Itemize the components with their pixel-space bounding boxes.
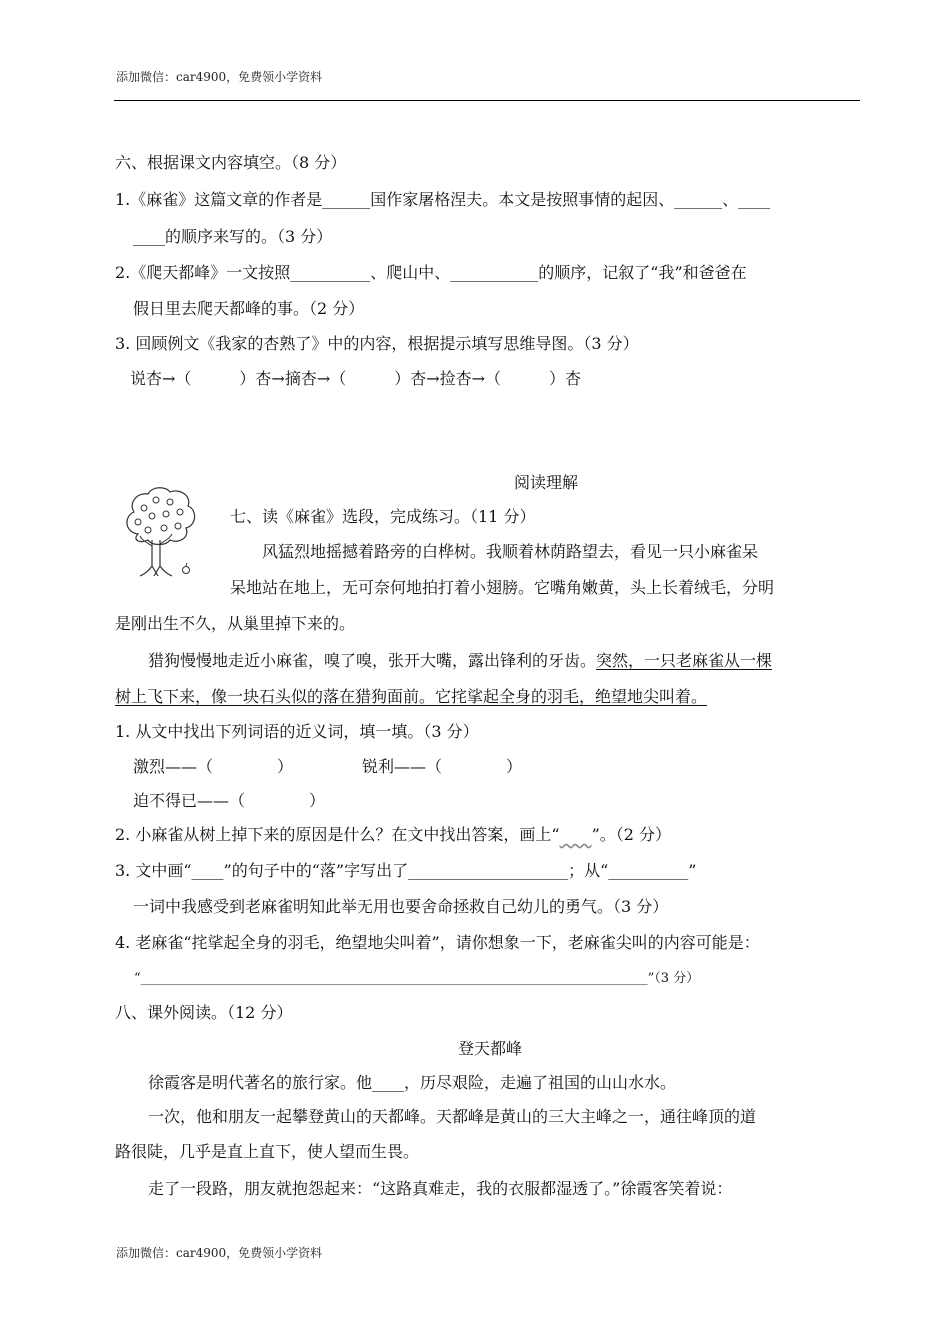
story-p1: 徐霞客是明代著名的旅行家。他____，历尽艰险，走遍了祖国的山山水水。: [148, 1073, 677, 1092]
s7-q3-line2: 一词中我感受到老麻雀明知此举无用也要舍命拯救自己幼儿的勇气。（3 分）: [133, 897, 669, 916]
story-p3: 走了一段路，朋友就抱怨起来：“这路真难走，我的衣服都湿透了。”徐霞客笑着说：: [148, 1179, 733, 1198]
passage2-underlined-start: 突然，一只老麻雀从一棵: [596, 651, 773, 670]
s7-q2-text: 2. 小麻雀从树上掉下来的原因是什么？在文中找出答案，画上“: [115, 825, 560, 844]
passage2-plain-text: 猎狗慢慢地走近小麻雀，嗅了嗅，张开大嘴，露出锋利的牙齿。: [148, 651, 597, 670]
s6-q3-mindmap: 说杏→（ ）杏→摘杏→（ ）杏→捡杏→（ ）杏: [130, 369, 582, 388]
header-divider: [114, 100, 860, 101]
page-footer-text: 添加微信：car4900，免费领小学资料: [116, 1246, 323, 1260]
passage1-line1: 风猛烈地摇撼着路旁的白桦树。我顺着林荫路望去，看见一只小麻雀呆: [262, 542, 759, 561]
s7-q4-line1: 4. 老麻雀“挓挲起全身的羽毛，绝望地尖叫着”，请你想象一下，老麻雀尖叫的内容可能是：: [115, 933, 760, 952]
s6-q2-line2: 假日里去爬天都峰的事。（2 分）: [133, 299, 365, 318]
s7-q1-item-a: 激烈——（ ）: [133, 757, 294, 776]
section-6-title: 六、根据课文内容填空。（8 分）: [115, 153, 347, 172]
s7-q1-item-c: 迫不得已——（ ）: [133, 791, 326, 810]
apple-tree-icon: [118, 482, 202, 582]
s6-q3-line1: 3. 回顾例文《我家的杏熟了》中的内容，根据提示填写思维导图。（3 分）: [115, 334, 639, 353]
passage2-line2-underlined: 树上飞下来，像一块石头似的落在猎狗面前。它挓挲起全身的羽毛，绝望地尖叫着。: [115, 687, 708, 706]
s6-q1-line2: ____的顺序来写的。（3 分）: [133, 227, 333, 246]
passage1-line2: 呆地站在地上，无可奈何地拍打着小翅膀。它嘴角嫩黄，头上长着绒毛，分明: [230, 578, 775, 597]
s7-q3-line1: 3. 文中画“____”的句子中的“落”字写出了____________________；从“__________”: [115, 861, 697, 880]
reading-heading: 阅读理解: [514, 473, 579, 492]
s6-q2-line1: 2.《爬天都峰》一文按照__________、爬山中、___________的顺序，记叙了“我”和爸爸在: [115, 263, 747, 282]
section-8-title: 八、课外阅读。（12 分）: [115, 1003, 293, 1022]
story-title: 登天都峰: [458, 1039, 523, 1058]
s7-q1: 1. 从文中找出下列词语的近义词，填一填。（3 分）: [115, 722, 479, 741]
s6-q1-line1: 1.《麻雀》这篇文章的作者是______国作家屠格涅夫。本文是按照事情的起因、______、____: [115, 190, 771, 209]
story-p2-line1: 一次，他和朋友一起攀登黄山的天都峰。天都峰是黄山的三大主峰之一，通往峰顶的道: [148, 1107, 757, 1126]
tree-illustration: [118, 482, 202, 582]
s7-q4-answer-line: “______________________________________________________________________________”（3 分）: [134, 971, 700, 986]
section-7-title: 七、读《麻雀》选段，完成练习。（11 分）: [230, 507, 536, 526]
story-p2-line2: 路很陡，几乎是直上直下，使人望而生畏。: [115, 1142, 420, 1161]
passage2-line1: [148, 651, 772, 671]
s7-q2-tail: ”。（2 分）: [591, 825, 672, 844]
s7-q2: [115, 825, 671, 845]
page-header-text: 添加微信：car4900，免费领小学资料: [116, 70, 323, 84]
s7-q1-item-b: 锐利——（ ）: [362, 757, 523, 776]
passage1-line3: 是刚出生不久，从巢里掉下来的。: [115, 614, 356, 633]
wavy-line-mark: [560, 825, 592, 844]
